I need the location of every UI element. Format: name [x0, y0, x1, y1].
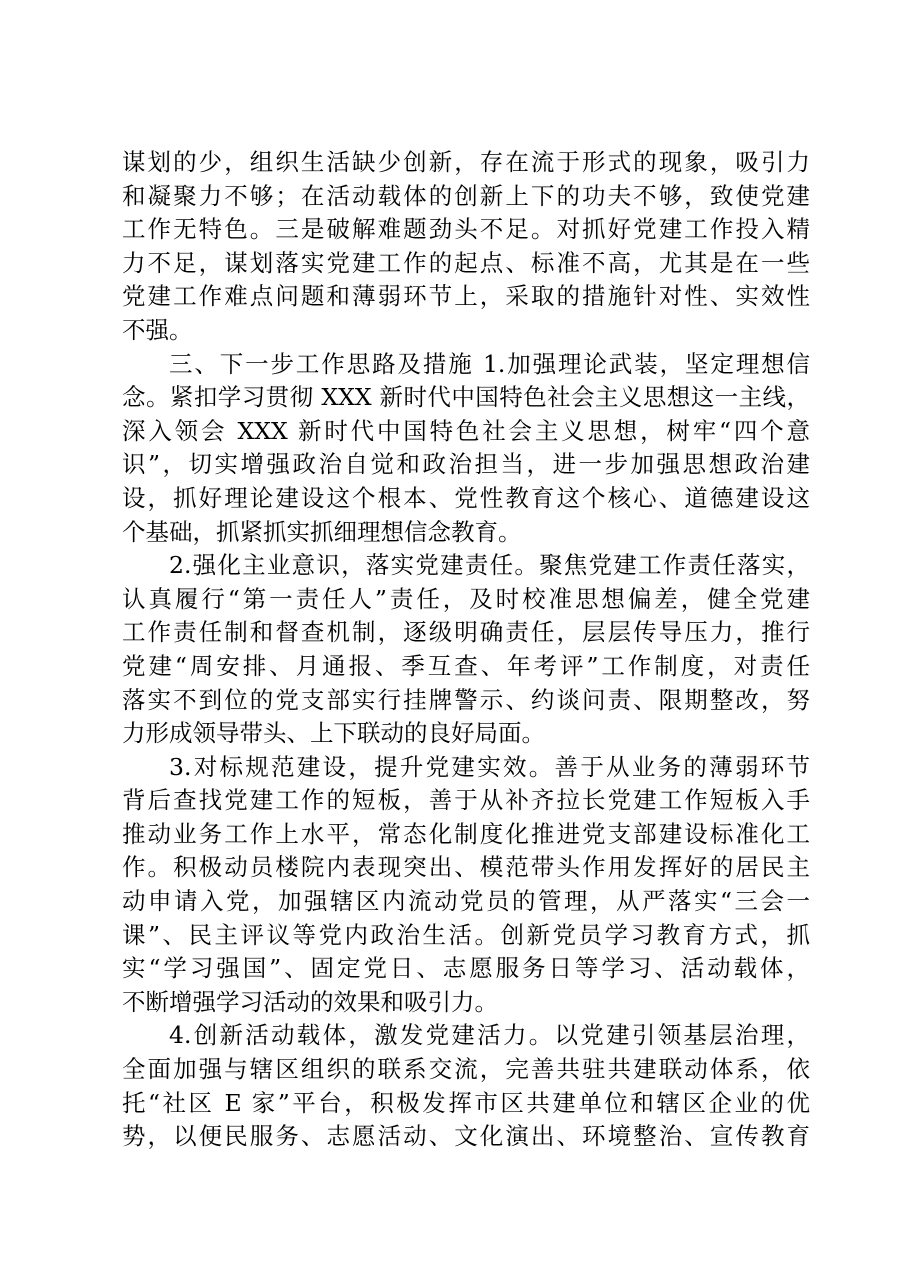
text-line: 深入领会 XXX 新时代中国特色社会主义思想，树牢“四个意	[122, 416, 810, 445]
text-line: 托“社区 E 家”平台，积极发挥市区共建单位和辖区企业的优	[122, 1088, 810, 1117]
text-line: 工作责任制和督查机制，逐级明确责任，层层传导压力，推行	[122, 618, 810, 647]
text-line: 课”、民主评议等党内政治生活。创新党员学习教育方式，抓	[122, 920, 810, 949]
text-line: 推动业务工作上水平，常态化制度化推进党支部建设标准化工	[122, 819, 810, 848]
text-line: 全面加强与辖区组织的联系交流，完善共驻共建联动体系，依	[122, 1055, 810, 1084]
text-line: 4.创新活动载体，激发党建活力。以党建引领基层治理，	[169, 1021, 810, 1050]
text-line: 和凝聚力不够；在活动载体的创新上下的功夫不够，致使党建	[122, 181, 810, 210]
text-line: 实“学习强国”、固定党日、志愿服务日等学习、活动载体，	[122, 954, 810, 983]
paragraph	[122, 146, 810, 348]
text-line: 谋划的少，组织生活缺少创新，存在流于形式的现象，吸引力	[122, 148, 810, 176]
text-line: 识”，切实增强政治自觉和政治担当，进一步加强思想政治建	[122, 450, 810, 479]
text-line: 2.强化主业意识，落实党建责任。聚焦党建工作责任落实，	[169, 551, 810, 580]
text-line: 力不足，谋划落实党建工作的起点、标准不高，尤其是在一些	[122, 248, 810, 277]
document-body	[122, 146, 810, 1154]
text-line: 动申请入党，加强辖区内流动党员的管理，从严落实“三会一	[122, 887, 810, 916]
text-line: 三、下一步工作思路及措施 1.加强理论武装，坚定理想信	[169, 349, 810, 378]
text-line: 工作无特色。三是破解难题劲头不足。对抓好党建工作投入精	[122, 215, 810, 244]
text-line: 认真履行“第一责任人”责任，及时校准思想偏差，健全党建	[122, 584, 810, 613]
text-line: 党建工作难点问题和薄弱环节上，采取的措施针对性、实效性	[122, 282, 810, 311]
paragraph	[122, 549, 810, 751]
text-line: 3.对标规范建设，提升党建实效。善于从业务的薄弱环节	[169, 752, 810, 781]
text-line: 个基础，抓紧抓实抓细理想信念教育。	[122, 517, 522, 546]
text-line: 背后查找党建工作的短板，善于从补齐拉长党建工作短板入手	[122, 786, 810, 815]
text-line: 念。紧扣学习贯彻 XXX 新时代中国特色社会主义思想这一主线，	[122, 383, 810, 412]
text-line: 力形成领导带头、上下联动的良好局面。	[122, 719, 545, 748]
text-line: 不强。	[122, 315, 193, 344]
text-line: 不断增强学习活动的效果和吸引力。	[122, 987, 498, 1016]
paragraph	[122, 751, 810, 1020]
text-line: 设，抓好理论建设这个根本、党性教育这个核心、道德建设这	[122, 483, 810, 512]
text-line: 党建“周安排、月通报、季互查、年考评”工作制度，对责任	[122, 651, 810, 680]
text-line: 作。积极动员楼院内表现突出、模范带头作用发挥好的居民主	[122, 853, 810, 882]
paragraph	[122, 348, 810, 550]
text-line: 势，以便民服务、志愿活动、文化演出、环境整治、宣传教育	[122, 1122, 810, 1151]
paragraph	[122, 1019, 810, 1153]
text-line: 落实不到位的党支部实行挂牌警示、约谈问责、限期整改，努	[122, 685, 810, 714]
